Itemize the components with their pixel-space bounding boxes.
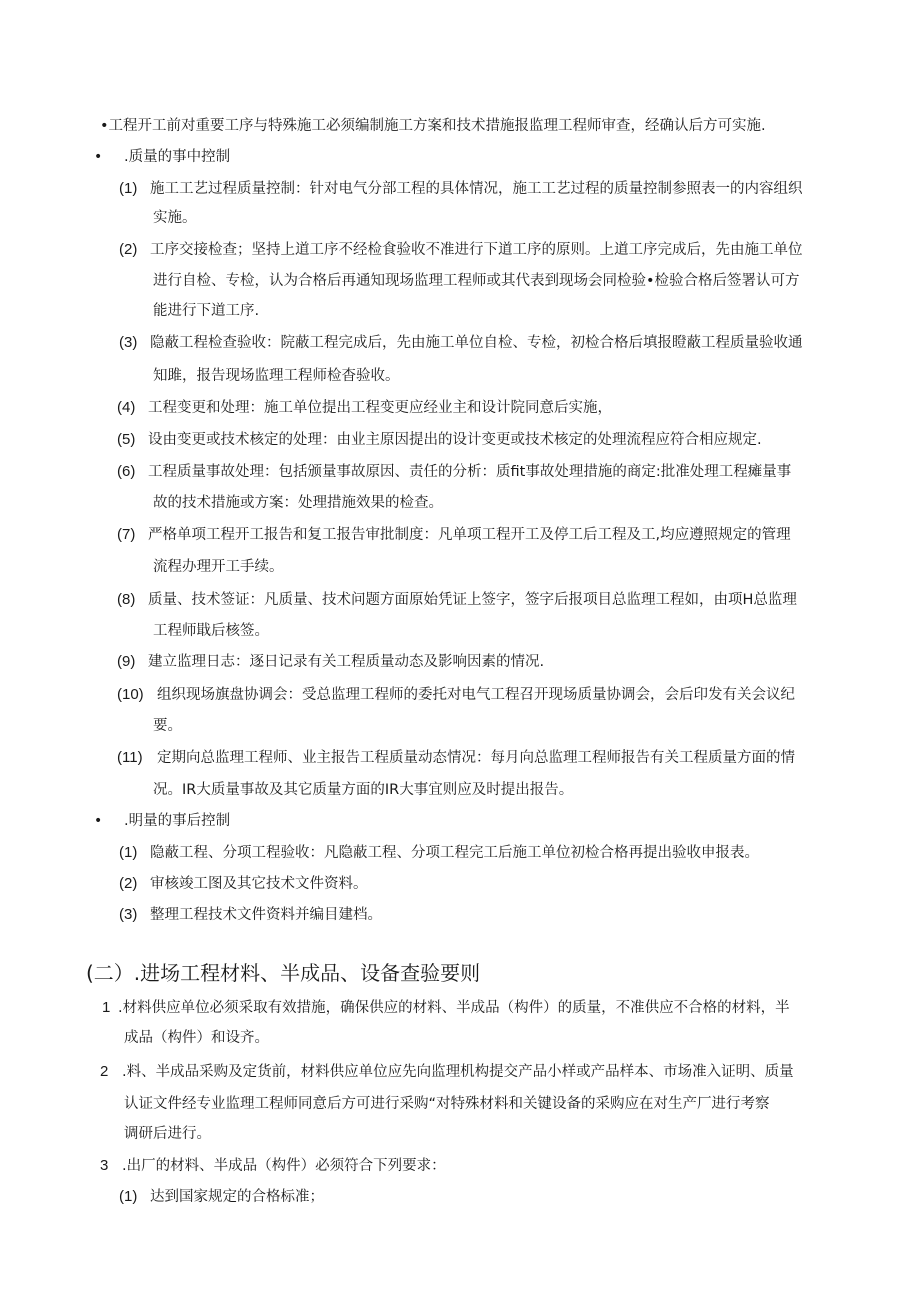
post-item-1-line-1: 隐蔽工程、分项工程验收：凡隐蔽工程、分项工程完工后施工单位初检合格再提出验收申报表。 (150, 845, 759, 861)
mid-item-7-num: (7) (117, 526, 136, 543)
mid-item-10-line-1: 组织现场旗盘协调会：受总监理工程师的委托对电气工程召开现场质量协调会，会后印发有关会议纪 (157, 687, 795, 703)
mid-item-3-num: (3) (119, 334, 138, 351)
mid-item-11-num: (11) (117, 749, 143, 766)
mid-item-1-line-2: 实施。 (153, 210, 197, 226)
intro-line: •工程开工前对重要工序与特殊施工必须编制施工方案和技术措施报监理工程师审查，经确认后方可实施. (100, 118, 766, 134)
section-post-bullet: • (94, 813, 103, 829)
post-item-3-line-1: 整理工程技术文件资料并编目建档。 (150, 907, 382, 923)
mid-item-8-line-2: 工程师戢后核签。 (153, 623, 269, 639)
post-item-2-line-1: 审核竣工图及其它技术文件资料。 (150, 876, 368, 892)
mid-item-1-line-1: 施工工艺过程质量控制：针对电气分部工程的具体情况，施工工艺过程的质量控制参照表一的内容组织 (150, 181, 803, 197)
mid-item-11-line-1: 定期向总监理工程师、业主报告工程质量动态情况：每月向总监理工程师报告有关工程质量方面的情 (157, 750, 795, 766)
rule-1-num: 1 (102, 999, 111, 1016)
mid-item-3-line-2: 知雎，报告现场监理工程师检杳验收。 (153, 368, 400, 384)
rule-2-num: 2 (100, 1063, 109, 1080)
mid-item-8-line-1: 质量、技术签证：凡质量、技术问题方面原始凭证上签字，签字后报项目总监理工程如，由项H总监理 (148, 592, 797, 608)
section-post-title: .明量的事后控制 (124, 813, 231, 829)
rule-3-sub-1-num: (1) (119, 1188, 138, 1205)
mid-item-7-line-2: 流程办理开工手续。 (153, 559, 284, 575)
rule-3-sub-1-line-1: 达到国家规定的合格标准； (150, 1189, 324, 1205)
mid-item-4-line-1: 工程变更和处理：施工单位提出工程变更应经业主和设计院同意后实施， (148, 400, 612, 416)
mid-item-7-line-1: 严格单项工程开工报告和复工报告审批制度：凡单项工程开工及停工后工程及工,均应遵照规定的管理 (148, 527, 791, 543)
mid-item-8-num: (8) (117, 591, 136, 608)
mid-item-10-line-2: 要。 (153, 718, 182, 734)
mid-item-2-line-2: 进行自检、专检，认为合格后再通知现场监理工程师或其代表到现场会同检验•检验合格后签署认可方 (153, 273, 800, 289)
mid-item-2-num: (2) (119, 241, 138, 258)
mid-item-6-line-2: 故的技术措施或方案：处理措施效果的检查。 (153, 495, 443, 511)
post-item-1-num: (1) (119, 844, 138, 861)
mid-item-6-line-1: 工程质量事故处理：包括颁量事故原因、责任的分析：质fit事故处理措施的商定:批准处理工程瘫量事 (148, 464, 792, 480)
mid-item-5-num: (5) (117, 431, 136, 448)
mid-item-11-line-2: 况。IR大质量事故及其它质量方面的IR大事宜则应及时提出报告。 (153, 782, 574, 798)
rule-2-line-2: 认证文件经专业监理工程师同意后方可进行采购“对特殊材料和关键设备的采购应在对生产厂进行考察 (124, 1096, 770, 1112)
rule-1-line-1: .材料供应单位必须采取有效措施，确保供应的材料、半成品（构件）的质量，不准供应不合格的材料，半 (118, 1000, 790, 1016)
section-heading-2: (二）.进场工程材料、半成品、设备查验要则 (86, 961, 481, 985)
rule-2-line-1: .料、半成品采购及定货前，材料供应单位应先向监理机构提交产品小样或产品样本、市场准入证明、质量 (122, 1064, 794, 1080)
mid-item-9-num: (9) (117, 653, 136, 670)
mid-item-6-num: (6) (117, 463, 136, 480)
mid-item-9-line-1: 建立监理日志：逐日记录有关工程质量动态及影响因素的情况. (148, 654, 545, 670)
section-mid-title: .质量的事中控制 (124, 149, 231, 165)
post-item-3-num: (3) (119, 906, 138, 923)
mid-item-4-num: (4) (117, 399, 136, 416)
mid-item-10-num: (10) (117, 686, 144, 703)
mid-item-3-line-1: 隐蔽工程检查验收：院蔽工程完成后，先由施工单位自检、专检，初检合格后填报瞪蔽工程质量验收通 (150, 335, 803, 351)
section-mid-bullet: • (94, 149, 103, 165)
rule-3-num: 3 (100, 1157, 109, 1174)
mid-item-2-line-1: 工序交接检查；坚持上道工序不经检食验收不准进行下道工序的原则。上道工序完成后，先由施工单位 (150, 242, 803, 258)
rule-1-line-2: 成品（构件）和设齐。 (124, 1030, 269, 1046)
mid-item-1-num: (1) (119, 180, 138, 197)
post-item-2-num: (2) (119, 875, 138, 892)
mid-item-5-line-1: 设由变更或技术核定的处理：由业主原因提出的设计变更或技术核定的处理流程应符合相应规定. (148, 432, 762, 448)
rule-2-line-3: 调研后进行。 (124, 1126, 211, 1142)
mid-item-2-line-3: 能进行下道工序. (153, 303, 260, 319)
rule-3-line-1: .出厂的材料、半成品（构件）必须符合下列要求： (122, 1158, 446, 1174)
